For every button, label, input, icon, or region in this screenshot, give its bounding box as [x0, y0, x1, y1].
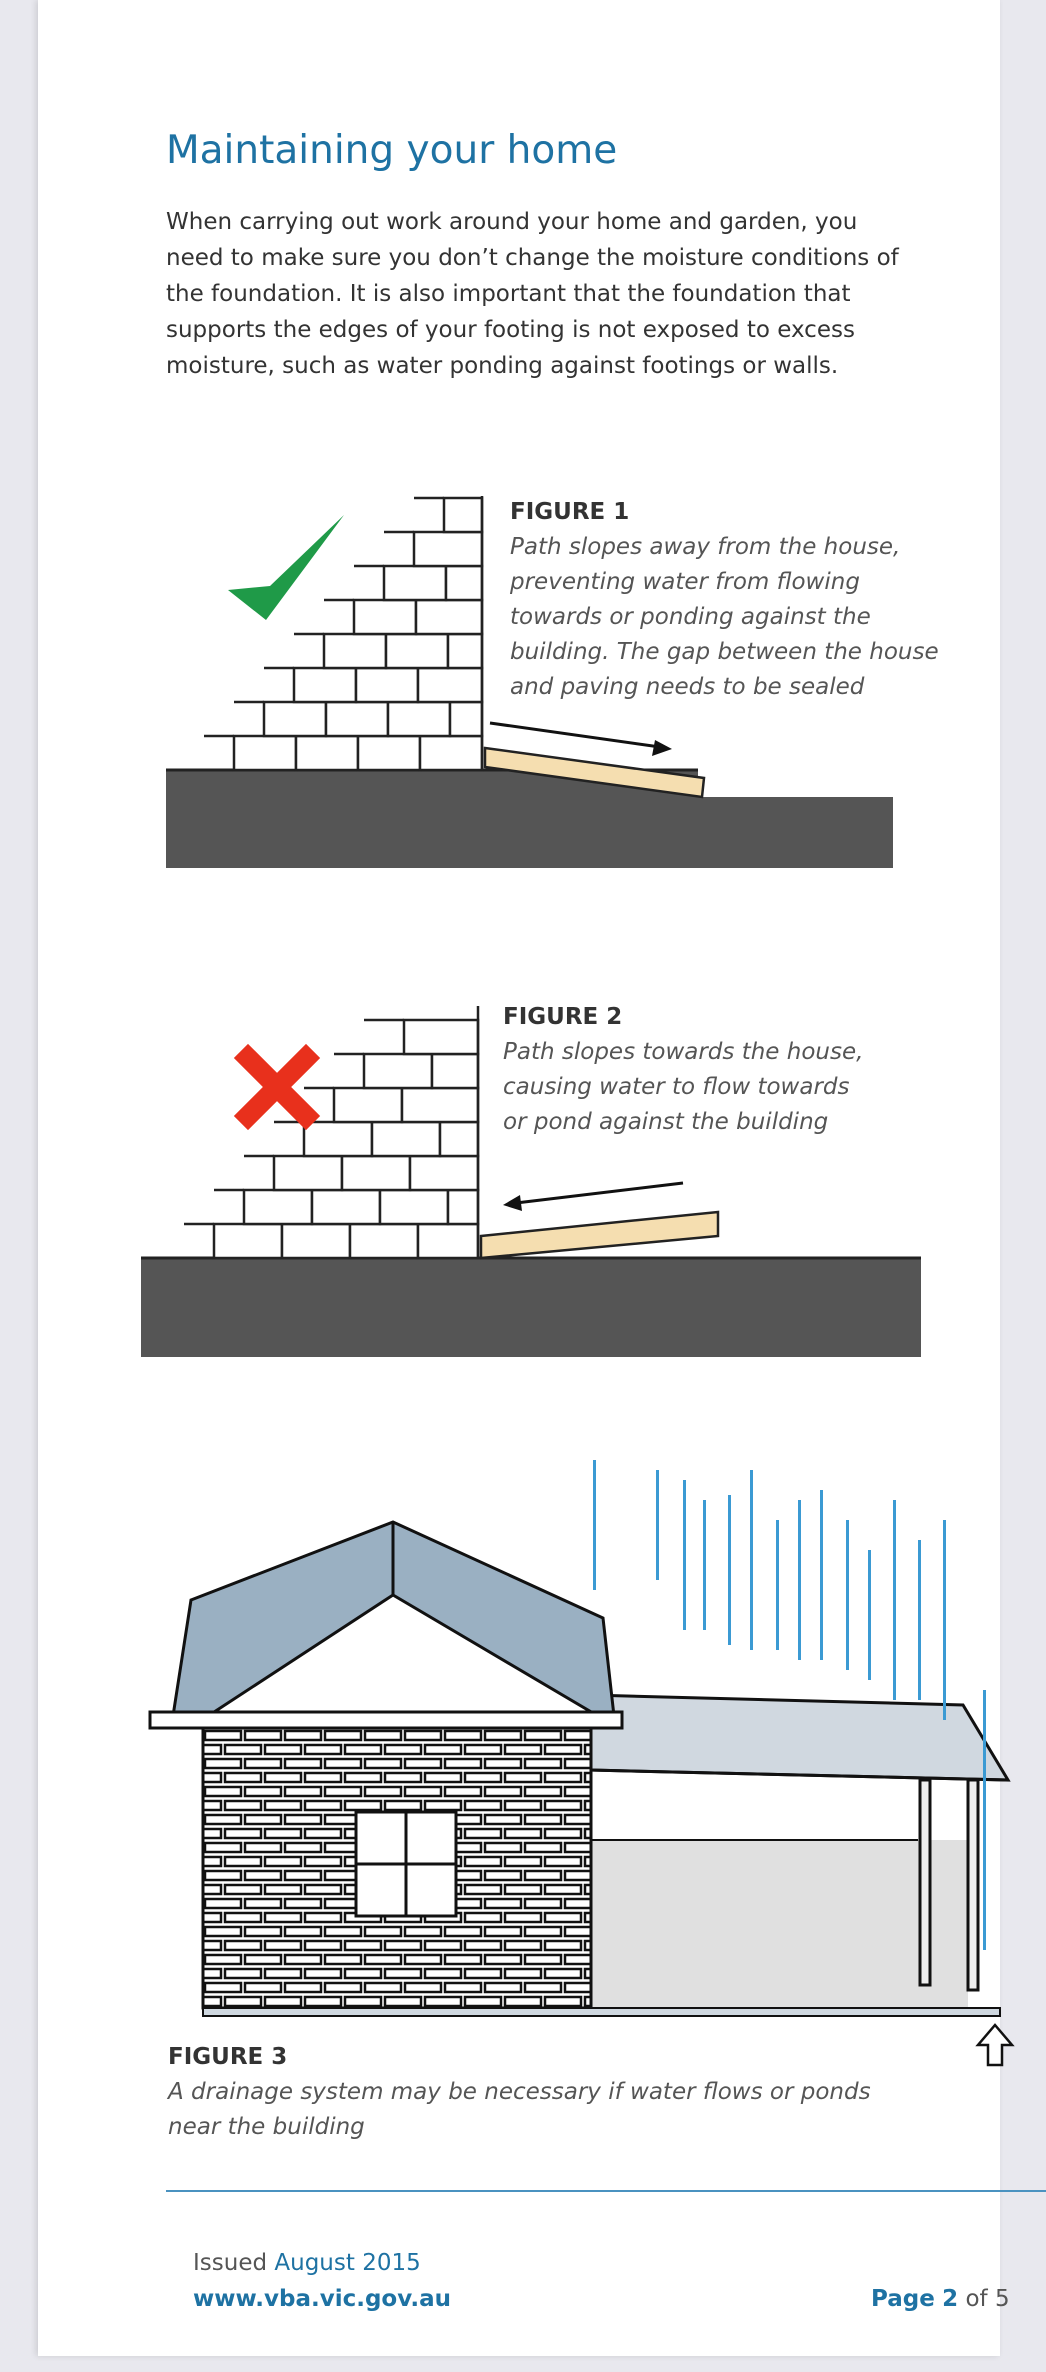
slope-arrow — [503, 1183, 683, 1211]
window — [356, 1812, 456, 1916]
cross-icon — [248, 1058, 306, 1116]
intro-line: the foundation. It is also important that the foundation that — [166, 281, 851, 307]
paving-slab — [481, 1212, 718, 1258]
figure-3-caption — [168, 2040, 871, 2145]
roof — [150, 1522, 622, 1728]
intro-line: supports the edges of your footing is not exposed to excess — [166, 317, 855, 343]
caption-line: building. The gap between the house — [510, 639, 939, 665]
document-page — [38, 0, 1010, 2356]
caption-line: near the building — [168, 2114, 365, 2140]
caption-line: Path slopes towards the house, — [503, 1039, 864, 1065]
caption-line: causing water to flow towards — [503, 1074, 850, 1100]
issued-date: August 2015 — [274, 2250, 421, 2276]
caption-line: Path slopes away from the house, — [510, 534, 901, 560]
intro-paragraph — [166, 204, 946, 384]
page-total: of 5 — [965, 2286, 1010, 2312]
ground-block — [166, 770, 893, 868]
caption-line: towards or ponding against the — [510, 604, 871, 630]
footer-website-link[interactable]: www.vba.vic.gov.au — [193, 2286, 451, 2312]
intro-line: moisture, such as water ponding against footings or walls. — [166, 353, 839, 379]
section-divider — [166, 2190, 1046, 2192]
figure-2-caption — [503, 1000, 863, 1140]
page-word: Page — [871, 2286, 935, 2312]
page-title: Maintaining your home — [166, 128, 618, 173]
figure-1-caption — [510, 495, 939, 705]
caption-line: or pond against the building — [503, 1109, 829, 1135]
issued-label: Issued — [193, 2250, 268, 2276]
caption-line: and paving needs to be sealed — [510, 674, 865, 700]
ground-line — [203, 2008, 1000, 2016]
slope-arrow — [490, 723, 672, 756]
footer-issued — [193, 2250, 421, 2276]
intro-line: When carrying out work around your home and garden, you — [166, 209, 858, 235]
page-number: 2 — [942, 2286, 959, 2312]
caption-line: A drainage system may be necessary if water flows or ponds — [168, 2079, 871, 2105]
intro-line: need to make sure you don’t change the moisture conditions of — [166, 245, 899, 271]
ground-block — [141, 1258, 921, 1357]
carport — [588, 1695, 1008, 2015]
figure-3-title: FIGURE 3 — [168, 2044, 288, 2070]
figure-3-illustration — [108, 1440, 1000, 2080]
page-indicator — [871, 2286, 1010, 2312]
up-arrow-icon — [978, 2025, 1012, 2065]
caption-line: preventing water from flowing — [510, 569, 860, 595]
figure-1-title: FIGURE 1 — [510, 499, 630, 525]
figure-2-title: FIGURE 2 — [503, 1004, 623, 1030]
check-icon — [228, 515, 344, 620]
brick-wall — [234, 498, 482, 770]
